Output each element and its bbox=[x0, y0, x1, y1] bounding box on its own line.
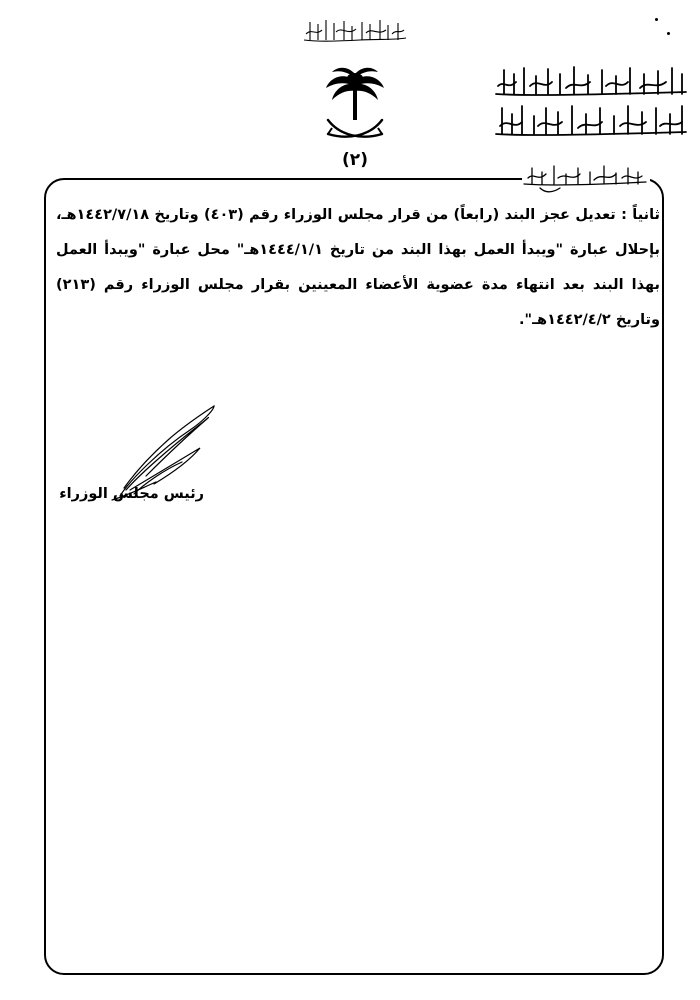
signer-title: رئيس مجلس الوزراء bbox=[59, 486, 204, 502]
item-text: تعديل عجز البند (رابعاً) من قرار مجلس الوزراء رقم (٤٠٣) وتاريخ ١٤٤٢/٧/١٨هـ، بإحلال عبارة "ويبدأ العمل بهذا البند من تاريخ ١٤٤٤/١/١هـ" محل عبارة "ويبدأ العمل بهذا البند بعد انتهاء مدة عضوية الأعضاء المعينين بقرار مجلس الوزراء رقم (٢١٣) وتاريخ ١٤٤٢/٤/٢هـ". bbox=[56, 207, 660, 328]
decision-header-calligraphy bbox=[520, 162, 650, 196]
palm-swords-emblem-icon bbox=[322, 64, 388, 150]
scan-speck bbox=[655, 18, 658, 21]
item-label: ثانياً : bbox=[621, 207, 660, 223]
letterhead-calligraphy bbox=[490, 62, 690, 142]
page-number: (٢) bbox=[342, 150, 368, 170]
basmala-calligraphy bbox=[300, 14, 410, 48]
scan-speck bbox=[667, 32, 670, 35]
decision-item-second bbox=[56, 198, 660, 338]
